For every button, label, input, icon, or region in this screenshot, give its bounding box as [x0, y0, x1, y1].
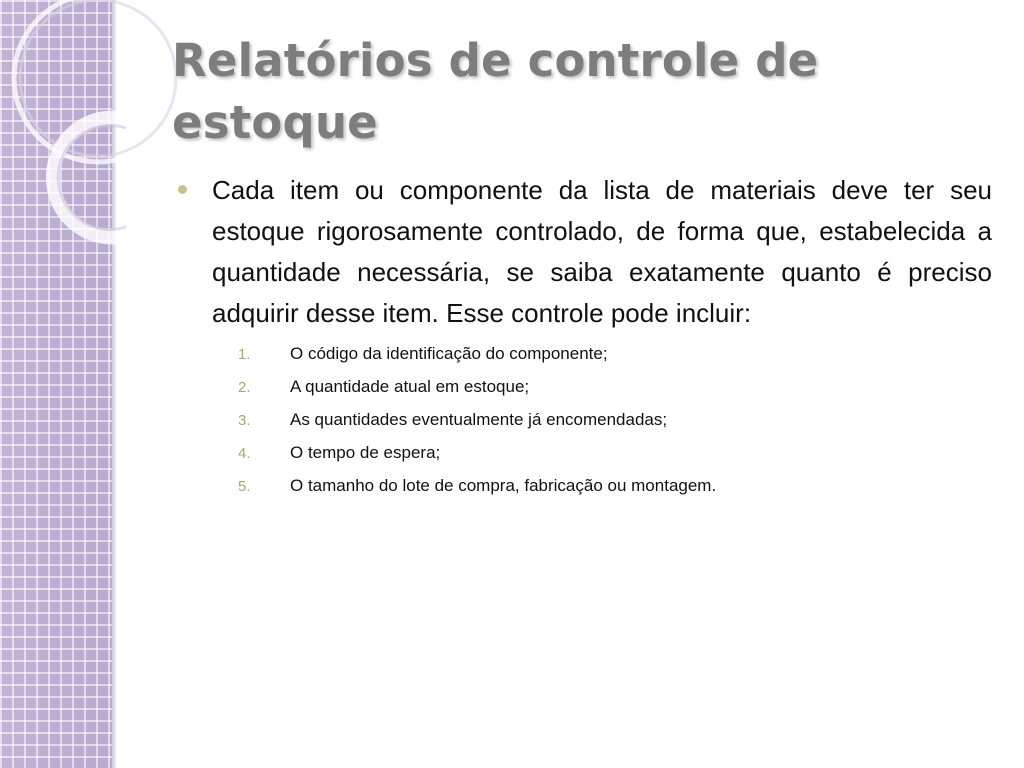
- list-item-text: O tamanho do lote de compra, fabricação ou montagem.: [290, 476, 717, 495]
- list-item: [178, 474, 992, 507]
- list-item: [178, 441, 992, 474]
- list-item-text: O tempo de espera;: [290, 443, 441, 462]
- list-item-number: 5.: [238, 478, 251, 495]
- list-item-text: O código da identificação do componente;: [290, 344, 608, 363]
- main-bullet: [178, 170, 992, 334]
- side-pattern-band: [0, 0, 112, 768]
- slide-title: Relatórios de controle de estoque: [172, 34, 819, 149]
- list-item-number: 2.: [238, 379, 251, 396]
- numbered-list: [178, 342, 992, 507]
- list-item-number: 1.: [238, 346, 251, 363]
- list-item-text: A quantidade atual em estoque;: [290, 377, 530, 396]
- list-item-text: As quantidades eventualmente já encomendadas;: [290, 410, 668, 429]
- list-item-number: 4.: [238, 445, 251, 462]
- list-item-number: 3.: [238, 412, 251, 429]
- bullet-dot-icon: [178, 185, 187, 194]
- slide-content: [178, 170, 992, 507]
- list-item: [178, 342, 992, 375]
- list-item: [178, 408, 992, 441]
- side-band-edge: [112, 0, 116, 768]
- bullet-text: Cada item ou componente da lista de materiais deve ter seu estoque rigorosamente controlado, de forma que, estabelecida a quantidade necessária, se saiba exatamente quanto é preciso adquirir desse item. Esse controle pode incluir:: [212, 175, 992, 328]
- list-item: [178, 375, 992, 408]
